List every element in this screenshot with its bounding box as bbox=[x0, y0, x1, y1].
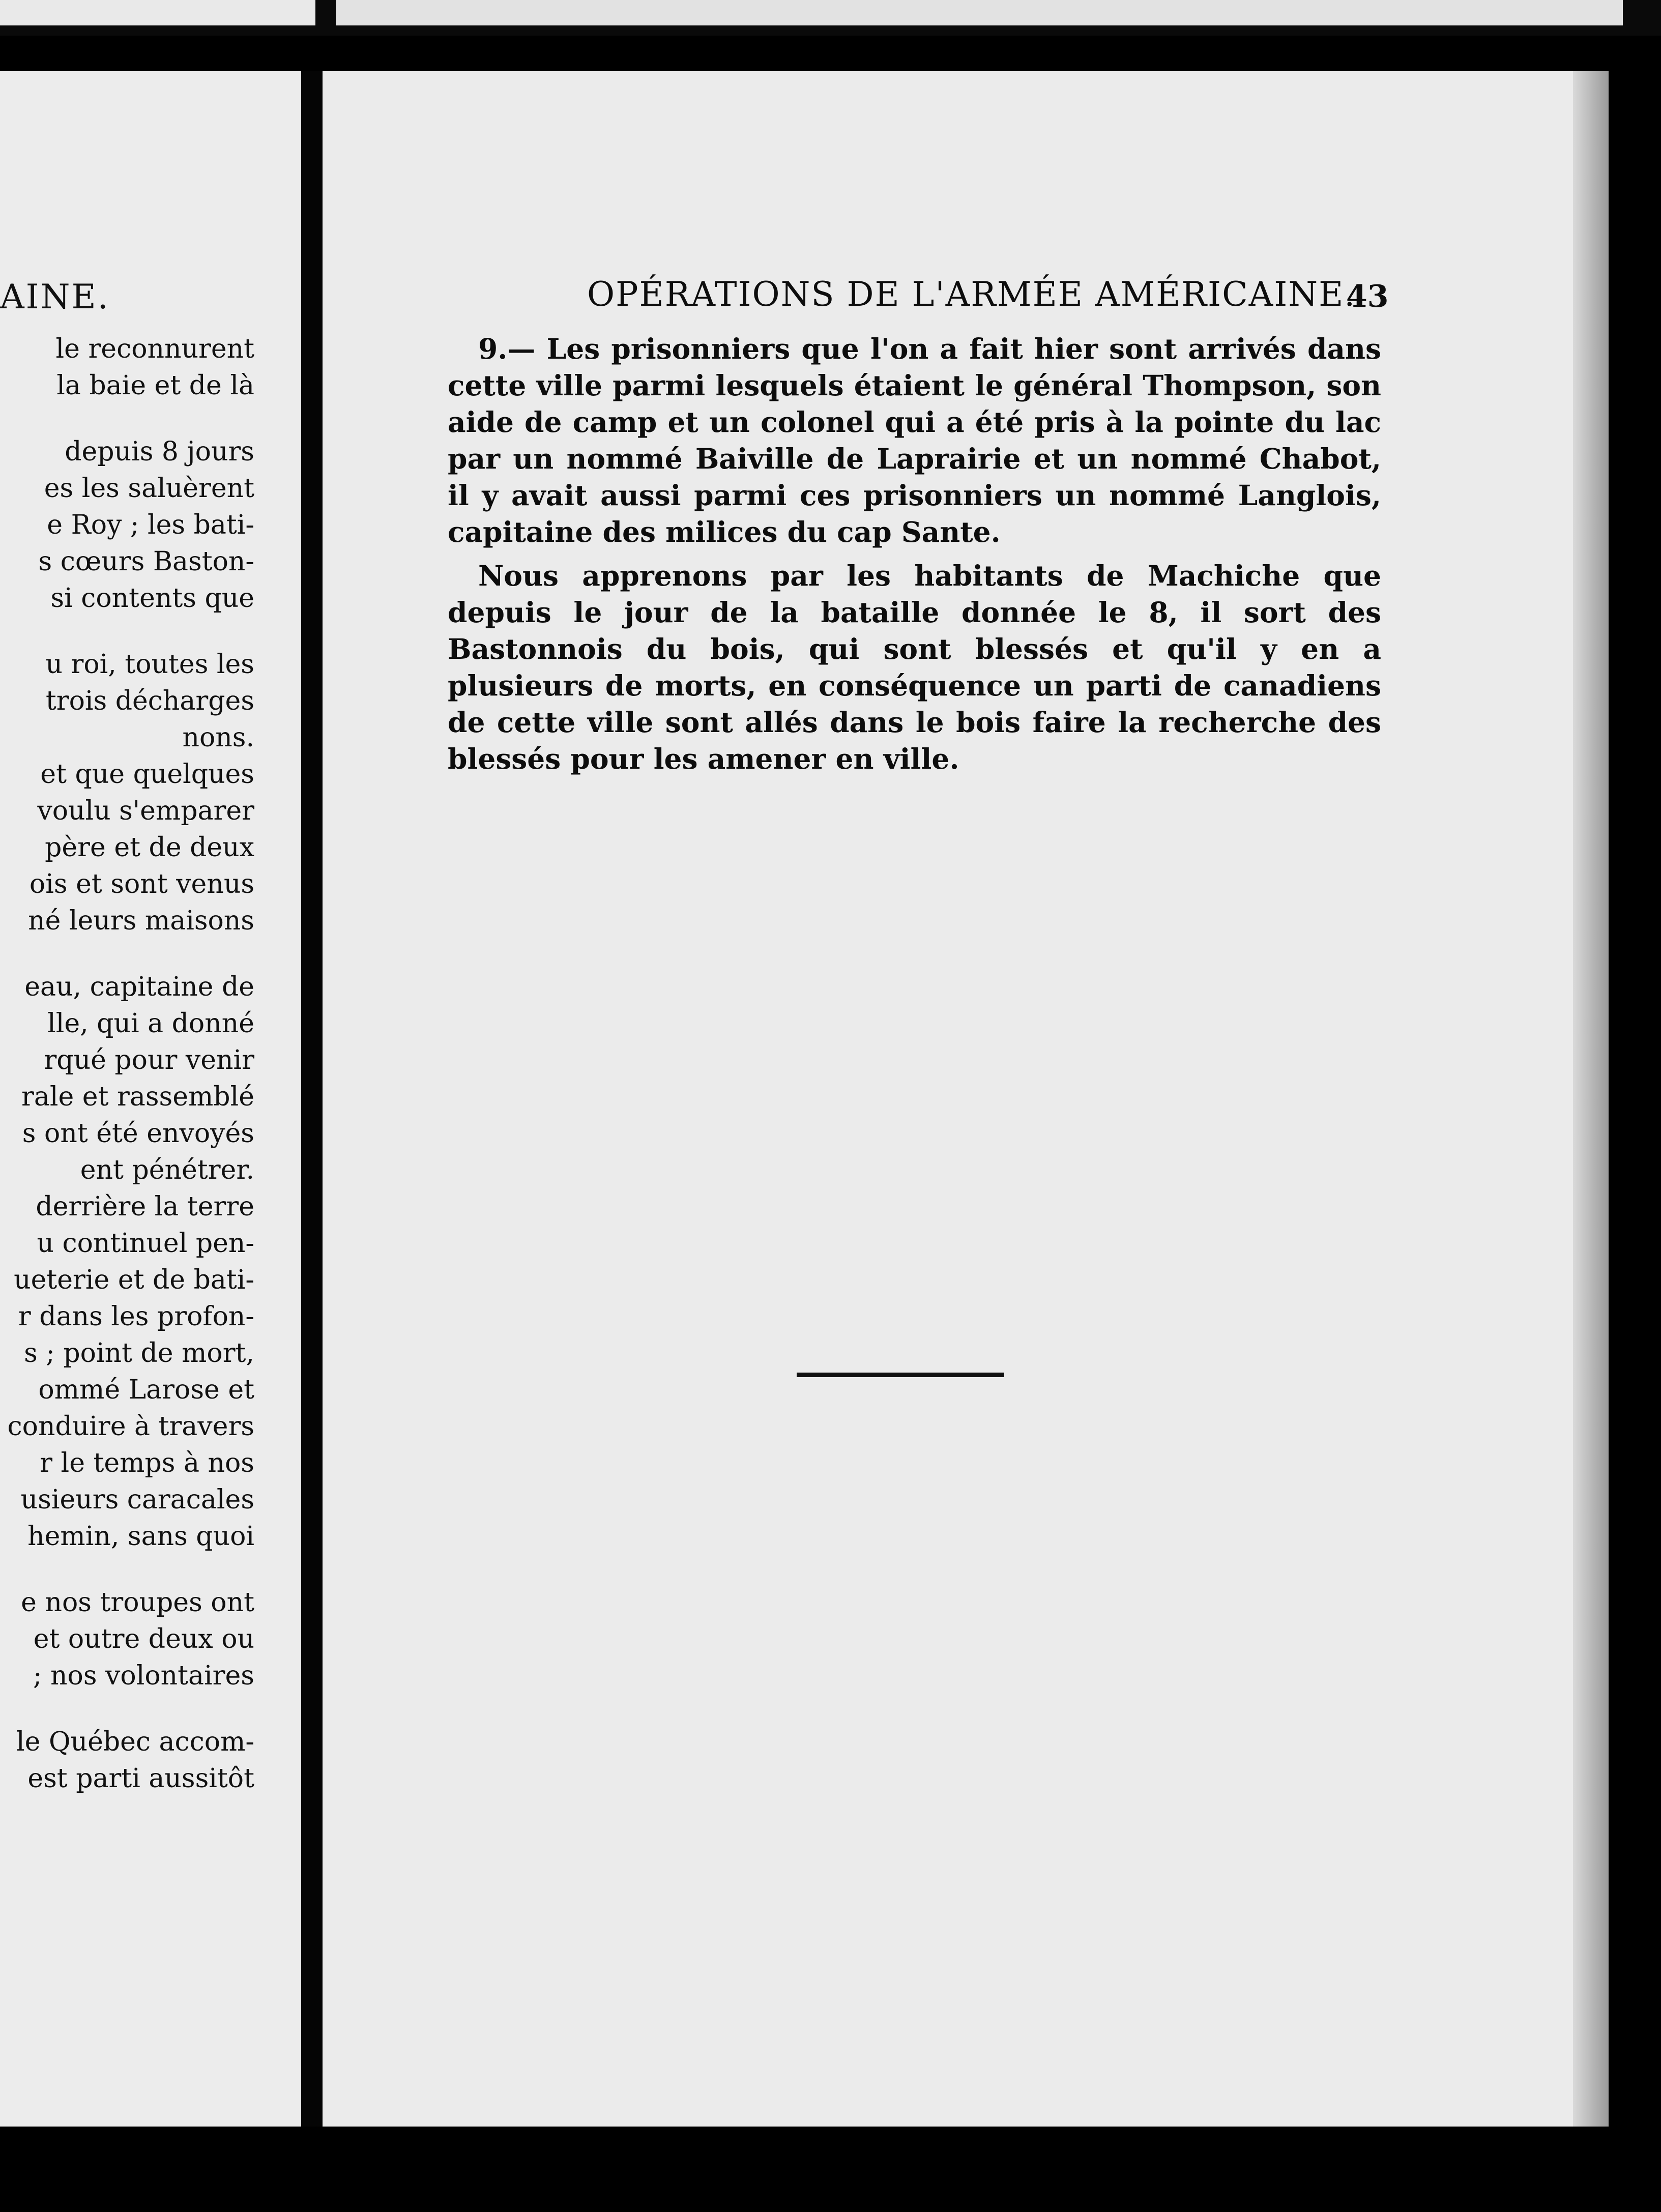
bottom-scan-border bbox=[0, 2127, 1661, 2212]
right-scan-border bbox=[1609, 36, 1661, 2212]
previous-frame-right bbox=[336, 0, 1623, 25]
left-page-line: ent pénétrer. bbox=[80, 1155, 254, 1185]
left-page-line: s ; point de mort, bbox=[24, 1338, 254, 1369]
running-head: OPÉRATIONS DE L'ARMÉE AMÉRICAINE. bbox=[587, 275, 1356, 314]
left-page-line: trois décharges bbox=[45, 686, 254, 716]
left-page-line: voulu s'emparer bbox=[37, 796, 254, 826]
left-page-line: es les saluèrent bbox=[44, 473, 254, 504]
left-page-line: père et de deux bbox=[45, 832, 254, 863]
section-rule bbox=[797, 1373, 1004, 1377]
left-page-running-head: AINE. bbox=[0, 277, 110, 316]
left-page-line: ueterie et de bati- bbox=[14, 1265, 254, 1295]
left-page-line: e nos troupes ont bbox=[21, 1587, 254, 1618]
left-page-gap bbox=[0, 1694, 254, 1724]
right-page bbox=[323, 71, 1609, 2127]
left-page-line: u continuel pen- bbox=[37, 1228, 254, 1259]
left-page-line: rale et rassemblé bbox=[21, 1082, 254, 1112]
left-page-line: le reconnurent bbox=[55, 334, 254, 364]
left-page-line: r le temps à nos bbox=[40, 1448, 254, 1478]
left-page-line: né leurs maisons bbox=[28, 906, 254, 936]
previous-frame-strip bbox=[0, 0, 1661, 36]
left-page-line: nons. bbox=[182, 722, 254, 753]
page-body bbox=[448, 331, 1381, 777]
left-page-gap bbox=[0, 939, 254, 969]
paragraph-2: Nous apprenons par les habitants de Machiche que depuis le jour de la bataille donnée le 8, il sort des Bastonnois du bois, qui sont blessés et qu'il y en a plusieurs de morts, en conséquence un parti de canadiens de cette ville sont allés dans le bois faire la recherche des blessés pour les amener en ville. bbox=[448, 559, 1381, 775]
left-page-line: le Québec accom- bbox=[16, 1727, 254, 1757]
left-page-line: ; nos volontaires bbox=[33, 1661, 254, 1691]
left-page-gap bbox=[0, 1555, 254, 1584]
left-page-line: hemin, sans quoi bbox=[27, 1521, 254, 1552]
left-page-line: r dans les profon- bbox=[18, 1301, 254, 1332]
left-page-line: e Roy ; les bati- bbox=[47, 510, 254, 540]
left-page-text bbox=[0, 331, 254, 1797]
left-page-line: conduire à travers bbox=[7, 1411, 254, 1442]
left-page-line: usieurs caracales bbox=[20, 1485, 254, 1515]
left-page-line: si contents que bbox=[50, 583, 254, 614]
left-page-line: s ont été envoyés bbox=[22, 1118, 254, 1149]
left-page-line: ois et sont venus bbox=[29, 869, 254, 899]
page-number: 43 bbox=[1346, 279, 1389, 314]
left-page-line: et outre deux ou bbox=[33, 1624, 254, 1654]
previous-frame-left bbox=[0, 0, 315, 25]
left-page-line: et que quelques bbox=[40, 759, 254, 790]
left-page-line: derrière la terre bbox=[36, 1191, 254, 1222]
left-page bbox=[0, 71, 301, 2127]
paragraph-1: 9.— Les prisonniers que l'on a fait hier sont arrivés dans cette ville parmi lesquels étaient le général Thompson, son aide de camp et un colonel qui a été pris à la pointe du lac par un nommé Baiville de Laprairie et un nommé Chabot, il y avait aussi parmi ces prisonniers un nommé Langlois, capitaine des milices du cap Sante. bbox=[448, 332, 1381, 548]
page-edge-shadow bbox=[1573, 71, 1609, 2127]
left-page-line: est parti aussitôt bbox=[27, 1763, 254, 1794]
left-page-line: rqué pour venir bbox=[44, 1045, 254, 1075]
left-page-line: lle, qui a donné bbox=[47, 1008, 254, 1039]
book-gutter bbox=[301, 71, 323, 2127]
left-page-gap bbox=[0, 617, 254, 646]
left-page-line: eau, capitaine de bbox=[24, 972, 254, 1002]
left-page-line: ommé Larose et bbox=[38, 1375, 254, 1405]
left-page-line: la baie et de là bbox=[56, 370, 254, 401]
left-page-line: depuis 8 jours bbox=[65, 436, 254, 467]
left-page-line: s cœurs Baston- bbox=[38, 546, 254, 577]
left-page-line: u roi, toutes les bbox=[45, 649, 254, 680]
left-page-gap bbox=[0, 404, 254, 433]
